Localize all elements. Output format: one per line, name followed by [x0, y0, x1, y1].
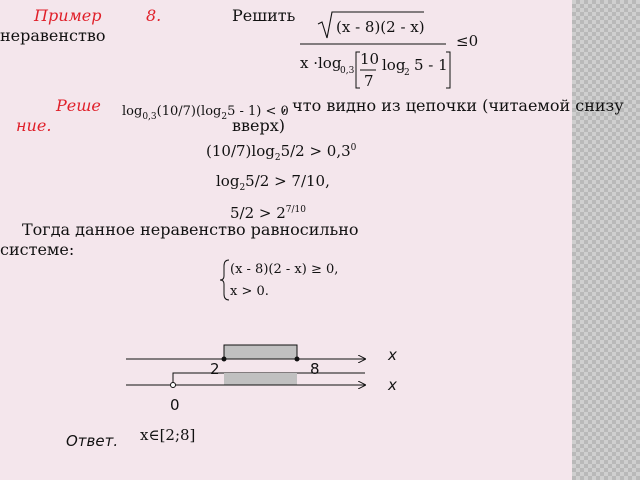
- chain-2-log: log: [216, 172, 240, 190]
- claim-tail: 5 - 1) < 0: [227, 104, 289, 119]
- chain-2-tail: 5/2 > 7/10,: [245, 172, 330, 190]
- numerator-expression: (x - 8)(2 - x): [336, 18, 425, 36]
- denominator-x-log: x ·log: [300, 54, 342, 72]
- chain-1-tail: 5/2 > 0,3: [280, 142, 351, 160]
- main-inequality: [296, 10, 486, 90]
- axis-label-x-2: x: [388, 376, 397, 394]
- chain-3-exp: 7/10: [285, 205, 307, 215]
- system-row-2: x > 0.: [230, 284, 269, 299]
- chain-1-logbase: 2: [274, 153, 281, 163]
- then-text-1: Тогда данное неравенство равносильно: [22, 220, 359, 239]
- point-8: [295, 357, 300, 362]
- number-line-diagram: [120, 340, 380, 400]
- side-scroll-panel: [572, 0, 640, 480]
- example-label: Пример: [34, 6, 102, 25]
- chain-line-2: [216, 172, 330, 193]
- example-number: 8.: [146, 6, 162, 25]
- claim-inner: (log: [195, 104, 222, 119]
- claim-inner-base: 2: [221, 112, 228, 122]
- solution-label-a: Реше: [56, 96, 101, 115]
- axis-label-x-1: x: [388, 346, 397, 364]
- chain-2-base: 2: [239, 183, 246, 193]
- chain-1-base: (10/7): [206, 142, 252, 160]
- answer-value: x∈[2;8]: [140, 426, 196, 444]
- task-text: Решить: [232, 6, 296, 25]
- segment-2-8-shading: [224, 345, 297, 359]
- then-text-2: системе:: [0, 240, 75, 259]
- chain-1-exp: 0: [350, 143, 357, 153]
- claim-base: 0,3: [142, 112, 157, 122]
- inner-log-arg: 5 - 1: [414, 56, 448, 74]
- system-row-1: (x - 8)(2 - x) ≥ 0,: [230, 262, 339, 277]
- label-8: 8: [310, 360, 320, 378]
- claim-arg: (10/7): [156, 104, 196, 119]
- chain-line-1: [206, 142, 356, 163]
- point-0-open: [171, 383, 176, 388]
- solution-label-b: ние.: [16, 116, 52, 135]
- answer-label: Ответ.: [66, 432, 119, 450]
- frac-denominator: 7: [364, 72, 374, 90]
- chain-3-main: 5/2 > 2: [230, 204, 286, 222]
- frac-numerator: 10: [360, 50, 380, 68]
- label-2: 2: [210, 360, 220, 378]
- label-0: 0: [170, 396, 180, 414]
- inner-log: log: [382, 56, 406, 74]
- denominator-log-base: 0,3: [340, 66, 355, 76]
- intersection-shading: [224, 373, 297, 385]
- solution-text-1: , что видно из цепочки (читаемой снизу: [282, 96, 624, 115]
- point-2: [222, 357, 227, 362]
- inner-log-base: 2: [404, 68, 410, 78]
- relation-sign: ≤0: [456, 32, 479, 50]
- chain-1-log: log: [251, 142, 275, 160]
- task-text-2: неравенство: [0, 26, 106, 45]
- claim-log: log: [122, 104, 143, 119]
- solution-text-2: вверх): [232, 116, 285, 135]
